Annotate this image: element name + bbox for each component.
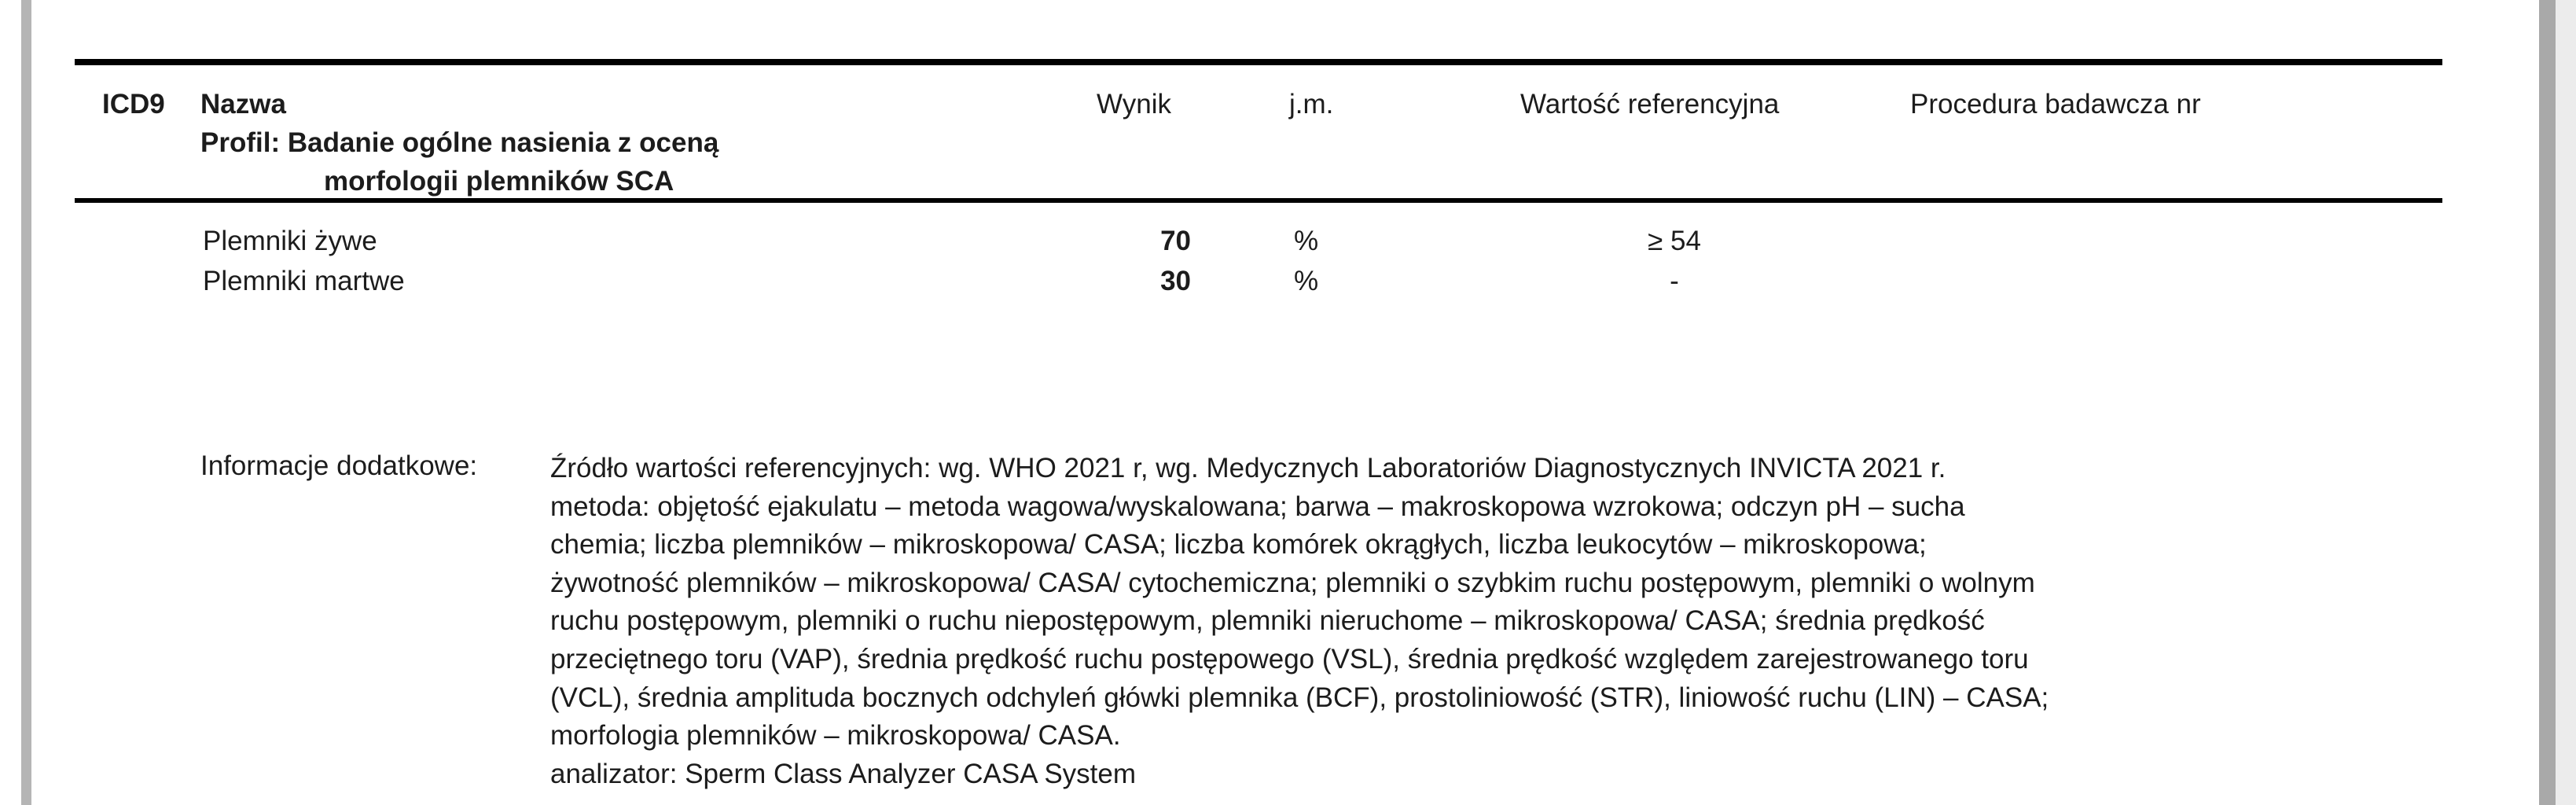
result-reference: - (1670, 266, 1679, 296)
profile-title-line1: Profil: Badanie ogólne nasienia z oceną (200, 127, 719, 158)
column-header-wynik: Wynik (1097, 89, 1171, 119)
viewer-gutter (2556, 0, 2576, 805)
table-top-rule (75, 59, 2442, 65)
profile-title-line2: morfologii plemników SCA (324, 166, 674, 197)
result-unit: % (1294, 226, 1319, 256)
additional-info-line: żywotność plemników – mikroskopowa/ CASA/ cytochemiczna; plemniki o szybkim ruchu postępowym, plemniki o wolnym (550, 567, 2035, 598)
column-header-procedure: Procedura badawcza nr (1910, 89, 2201, 119)
table-header-bottom-rule (75, 198, 2442, 203)
vertical-scrollbar[interactable] (2539, 0, 2556, 805)
column-header-nazwa: Nazwa (200, 89, 286, 119)
additional-info-line: przeciętnego toru (VAP), średnia prędkość ruchu postępowego (VSL), średnia prędkość względem zarejestrowanego toru (550, 643, 2029, 675)
additional-info-line: analizator: Sperm Class Analyzer CASA System (550, 758, 1137, 789)
additional-info-text (550, 450, 2460, 793)
result-value: 30 (1160, 266, 1191, 296)
result-unit: % (1294, 266, 1319, 296)
column-header-icd9: ICD9 (102, 89, 165, 119)
result-name: Plemniki żywe (203, 226, 377, 256)
additional-info-line: morfologia plemników – mikroskopowa/ CASA. (550, 720, 1121, 752)
result-reference: ≥ 54 (1648, 226, 1701, 256)
page-left-edge (21, 0, 31, 805)
additional-info-line: (VCL), średnia amplituda bocznych odchyleń główki plemnika (BCF), prostoliniowość (STR), liniowość ruchu (LIN) – CASA; (550, 682, 2049, 713)
additional-info-line: Źródło wartości referencyjnych: wg. WHO 2021 r, wg. Medycznych Laboratoriów Diagnostycznych INVICTA 2021 r. (550, 453, 1946, 483)
additional-info-label: Informacje dodatkowe: (200, 450, 478, 481)
additional-info-line: metoda: objętość ejakulatu – metoda wagowa/wyskalowana; barwa – makroskopowa wzrokowa; odczyn pH – sucha (550, 491, 1965, 522)
column-header-jm: j.m. (1289, 89, 1334, 119)
additional-info-line: chemia; liczba plemników – mikroskopowa/ CASA; liczba komórek okrągłych, liczba leukocytów – mikroskopowa; (550, 529, 1927, 561)
additional-info-line: ruchu postępowym, plemniki o ruchu niepostępowym, plemniki nieruchome – mikroskopowa/ CASA; średnia prędkość (550, 605, 1985, 637)
result-name: Plemniki martwe (203, 266, 405, 296)
result-value: 70 (1160, 226, 1191, 256)
column-header-reference: Wartość referencyjna (1520, 89, 1780, 119)
